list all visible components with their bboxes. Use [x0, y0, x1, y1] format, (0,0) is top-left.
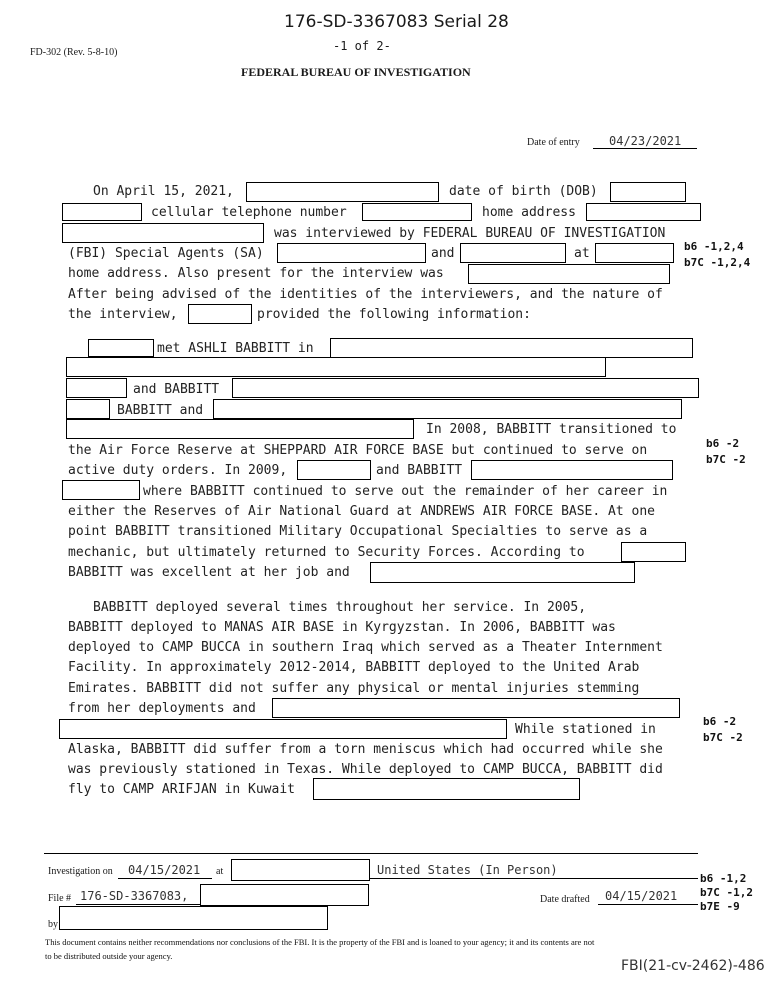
at-label: at: [216, 866, 224, 877]
redaction-box: [66, 357, 606, 377]
p2-text: BABBITT and: [117, 403, 204, 418]
footer-top-rule: [44, 853, 698, 854]
p2-text: and BABBITT: [133, 382, 220, 397]
redaction-box: [88, 339, 154, 357]
p2-text: In 2008, BABBITT transitioned to: [426, 422, 677, 437]
redaction-box: [231, 859, 370, 881]
p3-text: deployed to CAMP BUCCA in southern Iraq which served as a Theater Internment: [68, 640, 663, 655]
redaction-box: [468, 264, 670, 284]
date-of-entry-value: 04/23/2021: [609, 134, 682, 148]
form-id: FD-302 (Rev. 5-8-10): [30, 47, 118, 58]
p1-text: and: [431, 246, 455, 261]
redaction-box: [62, 203, 142, 221]
redaction-box: [62, 480, 140, 500]
p3-text: from her deployments and: [68, 701, 256, 716]
p2-text: BABBITT was excellent at her job and: [68, 565, 350, 580]
redaction-box: [59, 719, 507, 739]
p3-text: BABBITT deployed several times throughout her service. In 2005,: [93, 600, 587, 615]
p1-text: On April 15, 2021,: [93, 184, 234, 199]
exemption-code: b7C -2: [706, 453, 746, 466]
exemption-code: b7C -1,2,4: [684, 256, 751, 269]
redaction-box: [272, 698, 680, 718]
p2-text: and BABBITT: [376, 463, 463, 478]
page-indicator: -1 of 2-: [333, 39, 391, 53]
p3-text: BABBITT deployed to MANAS AIR BASE in Kyrgyzstan. In 2006, BABBITT was: [68, 620, 616, 635]
p3-text: Facility. In approximately 2012-2014, BABBITT deployed to the United Arab: [68, 660, 640, 675]
p1-text: home address: [482, 205, 576, 220]
disclaimer-line-2: to be distributed outside your agency.: [45, 951, 173, 961]
p2-text: either the Reserves of Air National Guard at ANDREWS AIR FORCE BASE. At one: [68, 504, 655, 519]
investigation-on-value: 04/15/2021: [128, 863, 201, 877]
p2-text: where BABBITT continued to serve out the remainder of her career in: [143, 484, 668, 499]
exemption-code: b6 -2: [706, 437, 740, 450]
agency-heading: FEDERAL BUREAU OF INVESTIGATION: [241, 65, 471, 79]
redaction-box: [59, 906, 328, 930]
exemption-code: b6 -2: [703, 715, 737, 728]
redaction-box: [188, 304, 252, 324]
exemption-code: b6 -1,2,4: [684, 240, 744, 253]
p2-text: met ASHLI BABBITT in: [157, 341, 314, 356]
redaction-box: [471, 460, 673, 480]
p1-text: provided the following information:: [257, 307, 531, 322]
exemption-code: b7C -2: [703, 731, 743, 744]
p1-text: at: [574, 246, 590, 261]
file-number-value: 176-SD-3367083,: [80, 889, 189, 903]
p3-text: was previously stationed in Texas. While deployed to CAMP BUCCA, BABBITT did: [68, 762, 663, 777]
date-of-entry-label: Date of entry: [527, 137, 580, 148]
date-drafted-value: 04/15/2021: [605, 889, 678, 903]
by-label: by: [48, 919, 58, 930]
redaction-box: [362, 203, 472, 221]
p2-text: the Air Force Reserve at SHEPPARD AIR FORCE BASE but continued to serve on: [68, 443, 648, 458]
p3-text: Emirates. BABBITT did not suffer any physical or mental injuries stemming: [68, 681, 640, 696]
p1-text: date of birth (DOB): [449, 184, 598, 199]
redaction-box: [297, 460, 371, 480]
redaction-box: [370, 562, 635, 583]
redaction-box: [460, 243, 566, 263]
redaction-box: [200, 884, 369, 906]
file-number-label: File #: [48, 893, 72, 904]
redaction-box: [62, 223, 264, 243]
exemption-code: b6 -1,2: [700, 872, 747, 885]
redaction-box: [621, 542, 686, 562]
p1-text: home address. Also present for the interview was: [68, 266, 444, 281]
redaction-box: [595, 243, 674, 263]
redaction-box: [610, 182, 686, 202]
p3-text: While stationed in: [515, 722, 656, 737]
redaction-box: [66, 399, 110, 419]
redaction-box: [313, 778, 580, 800]
location-value: United States (In Person): [377, 863, 558, 877]
p3-text: fly to CAMP ARIFJAN in Kuwait: [68, 782, 295, 797]
redaction-box: [66, 378, 127, 398]
p1-text: cellular telephone number: [151, 205, 347, 220]
p1-text: was interviewed by FEDERAL BUREAU OF INVESTIGATION: [274, 226, 666, 241]
redaction-box: [330, 338, 693, 358]
disclaimer-line-1: This document contains neither recommendations nor conclusions of the FBI. It is the property of the FBI and is loaned to your agency; it and its contents are not: [45, 937, 595, 947]
p2-text: mechanic, but ultimately returned to Security Forces. According to: [68, 545, 585, 560]
p2-text: active duty orders. In 2009,: [68, 463, 288, 478]
exemption-code: b7C -1,2: [700, 886, 753, 899]
redaction-box: [586, 203, 701, 221]
redaction-box: [66, 419, 414, 439]
redaction-box: [246, 182, 439, 202]
p2-text: point BABBITT transitioned Military Occupational Specialties to serve as a: [68, 524, 648, 539]
investigation-on-label: Investigation on: [48, 866, 113, 877]
redaction-box: [277, 243, 426, 263]
p3-text: Alaska, BABBITT did suffer from a torn meniscus which had occurred while she: [68, 742, 663, 757]
serial-title: 176-SD-3367083 Serial 28: [284, 12, 509, 32]
date-drafted-label: Date drafted: [540, 894, 590, 905]
p1-text: the interview,: [68, 307, 178, 322]
p1-text: (FBI) Special Agents (SA): [68, 246, 264, 261]
redaction-box: [232, 378, 699, 398]
exemption-code: b7E -9: [700, 900, 740, 913]
redaction-box: [213, 399, 682, 419]
bates-number: FBI(21-cv-2462)-486: [621, 958, 765, 974]
p1-text: After being advised of the identities of the interviewers, and the nature of: [68, 287, 663, 302]
